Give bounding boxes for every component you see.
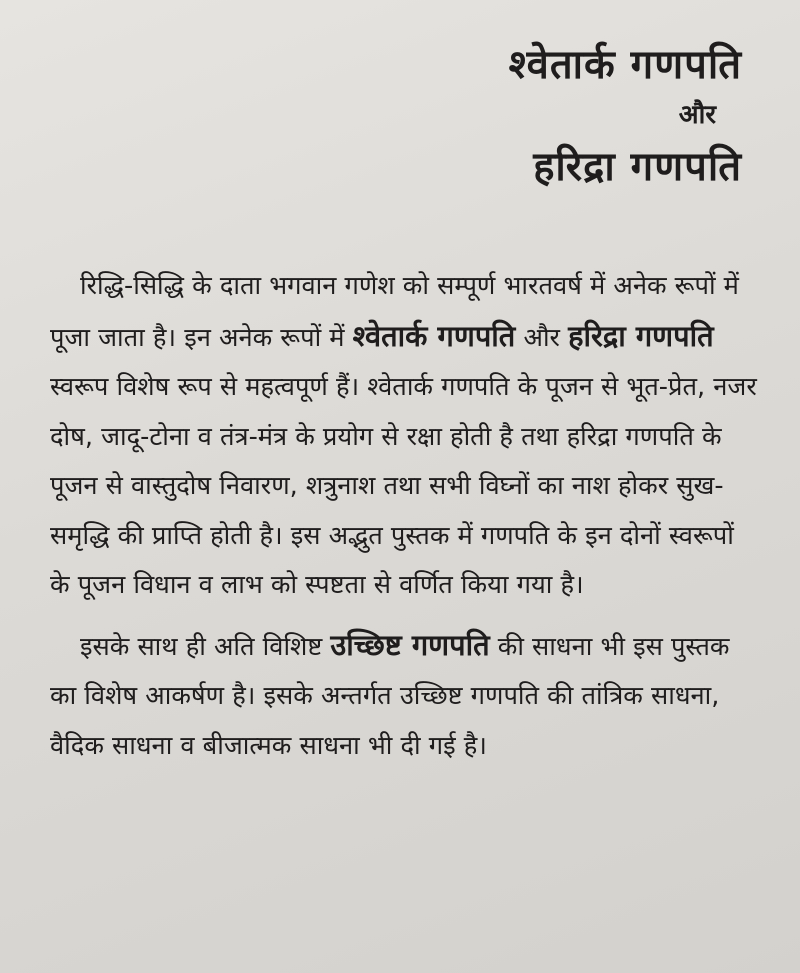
paragraph-2 [50,621,760,772]
body-text [50,262,760,771]
paragraph-2-text-2: की साधना भी इस पुस्तक का विशेष आकर्षण है। इसके अन्तर्गत उच्छिष्ट गणपति की तांत्रिक साधना, वैदिक साधना व बीजात्मक साधना भी दी गई है। [50,631,730,761]
title-block [322,38,742,194]
title-line-1: श्वेतार्क गणपति [508,42,742,88]
highlight-uchchhisht-ganapati: उच्छिष्ट गणपति [330,627,490,662]
highlight-haridra-ganapati: हरिद्रा गणपति [568,318,714,353]
paragraph-1-text-3: स्वरूप विशेष रूप से महत्वपूर्ण हैं। श्वेतार्क गणपति के पूजन से भूत-प्रेत, नजर दोष, जादू-टोना व तंत्र-मंत्र के प्रयोग से रक्षा होती है तथा हरिद्रा गणपति के पूजन से वास्तुदोष निवारण, शत्रुनाश तथा सभी विघ्नों का नाश होकर सुख-समृद्धि की प्राप्ति होती है। इस अद्भुत पुस्तक में गणपति के इन दोनों स्वरूपों के पूजन विधान व लाभ को स्पष्टता से वर्णित किया गया है। [50,372,757,600]
paragraph-1-text-2: और [515,322,569,353]
paragraph-1-text-1: रिद्धि-सिद्धि के दाता भगवान गणेश को सम्पूर्ण भारतवर्ष में अनेक रूपों में पूजा जाता है। इन अनेक रूपों में [50,271,739,353]
title-conjunction: और [678,100,716,130]
highlight-shvetark-ganapati: श्वेतार्क गणपति [352,318,516,353]
paragraph-2-text-1: इसके साथ ही अति विशिष्ट [80,631,331,662]
paragraph-1 [50,262,760,611]
title-line-2: हरिद्रा गणपति [533,144,742,190]
